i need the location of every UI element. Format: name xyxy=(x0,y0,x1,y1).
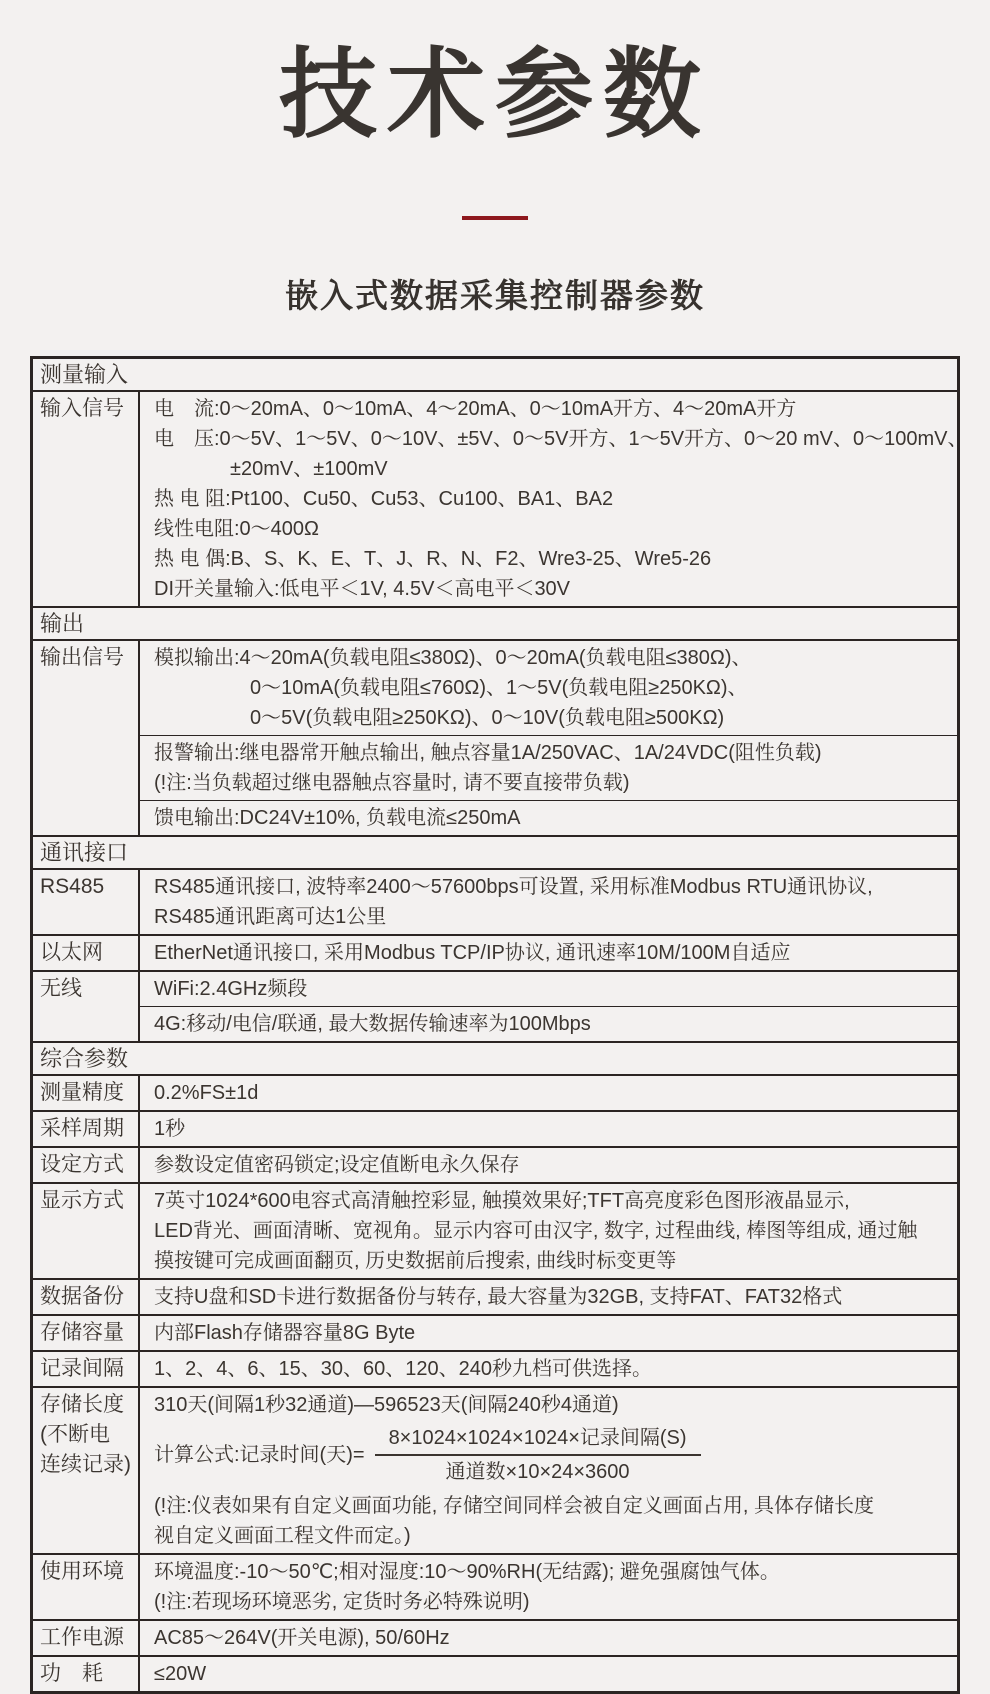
row-content xyxy=(140,392,968,606)
formula-fraction xyxy=(375,1424,701,1486)
spec-cell xyxy=(140,800,957,835)
row-label xyxy=(33,392,140,606)
row-label xyxy=(33,1112,140,1146)
formula-denominator: 通道数×10×24×3600 xyxy=(445,1461,630,1483)
row-content xyxy=(140,972,957,1041)
row-label-line: 测量精度 xyxy=(40,1081,124,1104)
spec-line: 0～10mA(负载电阻≤760Ω)、1～5V(负载电阻≥250KΩ)、 xyxy=(250,677,748,699)
spec-row xyxy=(33,1146,957,1182)
spec-cell xyxy=(140,1316,957,1350)
row-label-line: 采样周期 xyxy=(40,1117,124,1140)
spec-line: 报警输出:继电器常开触点输出, 触点容量1A/250VAC、1A/24VDC(阻性负载) xyxy=(154,742,822,764)
row-label xyxy=(33,1555,140,1619)
spec-cell xyxy=(140,936,957,970)
row-label xyxy=(33,1657,140,1691)
row-label-line: 存储长度 xyxy=(40,1393,124,1416)
spec-row xyxy=(33,1278,957,1314)
spec-line: 1秒 xyxy=(154,1118,186,1140)
spec-line: 0～5V(负载电阻≥250KΩ)、0～10V(负载电阻≥500KΩ) xyxy=(250,707,725,729)
row-label xyxy=(33,1621,140,1655)
spec-cell xyxy=(140,1184,957,1278)
row-label-line: 无线 xyxy=(40,977,82,1000)
spec-row xyxy=(33,1386,957,1553)
spec-line: 参数设定值密码锁定;设定值断电永久保存 xyxy=(154,1154,520,1176)
spec-line: 馈电输出:DC24V±10%, 负载电流≤250mA xyxy=(154,807,521,829)
spec-line: 7英寸1024*600电容式高清触控彩显, 触摸效果好;TFT高亮度彩色图形液晶显示, xyxy=(154,1190,850,1212)
spec-row xyxy=(33,1655,957,1691)
spec-cell xyxy=(140,1112,957,1146)
row-label xyxy=(33,972,140,1041)
row-label-line: 存储容量 xyxy=(40,1321,124,1344)
row-label-line: 输入信号 xyxy=(40,397,124,420)
formula-prefix: 计算公式:记录时间(天)= xyxy=(154,1444,365,1466)
row-label xyxy=(33,936,140,970)
row-label xyxy=(33,1316,140,1350)
spec-row xyxy=(33,1110,957,1146)
row-content xyxy=(140,1388,957,1553)
row-label-line: RS485 xyxy=(40,875,105,898)
spec-row xyxy=(33,1182,957,1278)
row-content xyxy=(140,1148,957,1182)
row-label-line: 工作电源 xyxy=(40,1626,124,1649)
row-label-line: 设定方式 xyxy=(40,1153,124,1176)
spec-row xyxy=(33,639,957,835)
row-content xyxy=(140,1621,957,1655)
row-content xyxy=(140,936,957,970)
spec-line: RS485通讯距离可达1公里 xyxy=(154,906,387,928)
spec-line: 热 电 阻:Pt100、Cu50、Cu53、Cu100、BA1、BA2 xyxy=(154,488,614,510)
spec-table xyxy=(30,356,968,1694)
row-content xyxy=(140,1184,957,1278)
spec-line: ≤20W xyxy=(154,1663,207,1685)
row-label xyxy=(33,1280,140,1314)
section-header-row: 测量输入 xyxy=(40,362,129,387)
spec-line: LED背光、画面清晰、宽视角。显示内容可由汉字, 数字, 过程曲线, 棒图等组成, 通过触 xyxy=(154,1220,918,1242)
spec-line: 线性电阻:0～400Ω xyxy=(154,518,319,540)
spec-cell xyxy=(140,392,968,606)
spec-line: 1、2、4、6、15、30、60、120、240秒九档可供选择。 xyxy=(154,1358,652,1380)
spec-cell xyxy=(140,1555,957,1619)
spec-line: 310天(间隔1秒32通道)—596523天(间隔240秒4通道) xyxy=(154,1394,619,1416)
spec-line: 4G:移动/电信/联通, 最大数据传输速率为100Mbps xyxy=(154,1013,591,1035)
spec-line: 支持U盘和SD卡进行数据备份与转存, 最大容量为32GB, 支持FAT、FAT32格式 xyxy=(154,1286,843,1308)
spec-row xyxy=(33,970,957,1041)
row-content xyxy=(140,870,957,934)
spec-line: 电 流:0～20mA、0～10mA、4～20mA、0～10mA开方、4～20mA开方 xyxy=(154,398,797,420)
row-label xyxy=(33,1148,140,1182)
spec-cell xyxy=(140,1352,957,1386)
spec-row xyxy=(33,1074,957,1110)
row-label-line: 使用环境 xyxy=(40,1560,124,1583)
spec-line: RS485通讯接口, 波特率2400～57600bps可设置, 采用标准Modbus RTU通讯协议, xyxy=(154,876,873,898)
spec-line: 视自定义画面工程文件而定。) xyxy=(154,1525,411,1547)
row-label-line: 记录间隔 xyxy=(40,1357,124,1380)
row-label xyxy=(33,1388,140,1553)
row-label xyxy=(33,870,140,934)
spec-row xyxy=(33,1350,957,1386)
spec-line: 内部Flash存储器容量8G Byte xyxy=(154,1322,416,1344)
spec-cell xyxy=(140,1076,957,1110)
spec-cell xyxy=(140,972,957,1006)
row-content xyxy=(140,641,957,835)
row-label xyxy=(33,1184,140,1278)
spec-row xyxy=(33,1314,957,1350)
spec-line: DI开关量输入:低电平＜1V, 4.5V＜高电平＜30V xyxy=(154,578,571,600)
spec-line: 热 电 偶:B、S、K、E、T、J、R、N、F2、Wre3-25、Wre5-26 xyxy=(154,548,712,570)
row-content xyxy=(140,1076,957,1110)
page-title: 技术参数 xyxy=(278,39,711,149)
table-subtitle: 嵌入式数据采集控制器参数 xyxy=(285,277,705,314)
spec-cell xyxy=(140,1621,957,1655)
row-label-line: 功 耗 xyxy=(40,1662,103,1685)
row-content xyxy=(140,1657,957,1691)
spec-line: WiFi:2.4GHz频段 xyxy=(154,978,308,1000)
row-label xyxy=(33,1352,140,1386)
storage-formula xyxy=(154,1420,953,1491)
spec-cell xyxy=(140,1280,957,1314)
row-label xyxy=(33,1076,140,1110)
spec-line: (!注:若现场环境恶劣, 定货时务必特殊说明) xyxy=(154,1591,530,1613)
row-label-line: (不断电 xyxy=(40,1423,110,1446)
row-label-line: 数据备份 xyxy=(40,1285,124,1308)
formula-numerator: 8×1024×1024×1024×记录间隔(S) xyxy=(375,1424,701,1456)
spec-cell xyxy=(140,735,957,800)
row-label-line: 以太网 xyxy=(40,941,103,964)
section-header-row: 通讯接口 xyxy=(33,835,957,868)
section-header-row: 综合参数 xyxy=(33,1041,957,1074)
row-content xyxy=(140,1316,957,1350)
spec-line: (!注:当负载超过继电器触点容量时, 请不要直接带负载) xyxy=(154,772,630,794)
spec-row xyxy=(33,868,957,934)
spec-cell xyxy=(140,1006,957,1041)
spec-cell xyxy=(140,641,957,735)
spec-line: 电 压:0～5V、1～5V、0～10V、±5V、0～5V开方、1～5V开方、0～20 mV、0～100mV、 xyxy=(154,428,968,450)
spec-line: 摸按键可完成画面翻页, 历史数据前后搜索, 曲线时标变更等 xyxy=(154,1250,677,1272)
spec-line: 环境温度:-10～50℃;相对湿度:10～90%RH(无结露); 避免强腐蚀气体。 xyxy=(154,1561,780,1583)
row-label-line: 输出信号 xyxy=(40,646,124,669)
spec-cell xyxy=(140,1388,957,1553)
row-content xyxy=(140,1112,957,1146)
row-label-line: 显示方式 xyxy=(40,1189,124,1212)
spec-row xyxy=(33,390,968,606)
row-content xyxy=(140,1352,957,1386)
spec-line: (!注:仪表如果有自定义画面功能, 存储空间同样会被自定义画面占用, 具体存储长度 xyxy=(154,1495,874,1517)
row-label xyxy=(33,641,140,835)
spec-line: ±20mV、±100mV xyxy=(230,458,388,480)
spec-line: AC85～264V(开关电源), 50/60Hz xyxy=(154,1627,450,1649)
spec-cell xyxy=(140,870,957,934)
spec-line: 模拟输出:4～20mA(负载电阻≤380Ω)、0～20mA(负载电阻≤380Ω)、 xyxy=(154,647,752,669)
spec-row xyxy=(33,934,957,970)
row-label-line: 连续记录) xyxy=(40,1453,131,1476)
row-content xyxy=(140,1280,957,1314)
spec-line: EtherNet通讯接口, 采用Modbus TCP/IP协议, 通讯速率10M/100M自适应 xyxy=(154,942,791,964)
spec-cell xyxy=(140,1148,957,1182)
spec-line: 0.2%FS±1d xyxy=(154,1082,259,1104)
spec-cell xyxy=(140,1657,957,1691)
row-content xyxy=(140,1555,957,1619)
spec-row xyxy=(33,1553,957,1619)
section-header-row: 输出 xyxy=(33,606,957,639)
spec-row xyxy=(33,1619,957,1655)
